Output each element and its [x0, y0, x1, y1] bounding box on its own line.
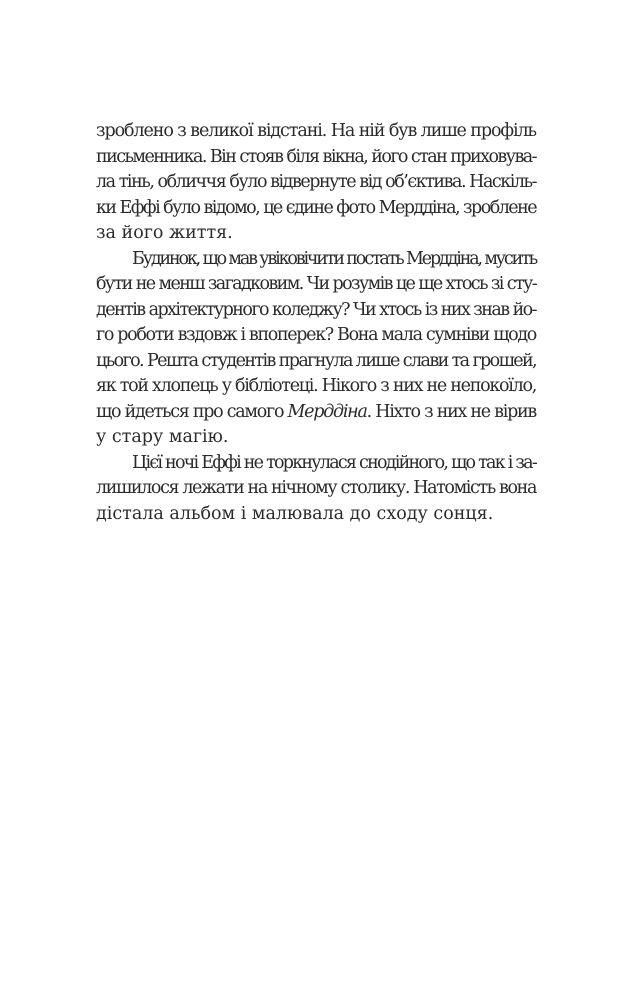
paragraph-2 [96, 247, 536, 451]
text-fragment: . Ніхто з них не вірив [366, 401, 537, 422]
text-line: як той хлопець у бібліотеці. Нікого з них не непокоїло, [96, 376, 536, 396]
text-line: бути не менш загадковим. Чи розумів це ще хтось зі сту- [96, 274, 536, 294]
body-text [96, 119, 536, 527]
text-fragment: що йдеться про самого [96, 401, 284, 422]
text-line: зроблено з великої відстані. На ній був лише профіль [96, 121, 536, 141]
paragraph-3 [96, 451, 536, 528]
text-line: дентів архітектурного коледжу? Чи хтось із них знав йо- [96, 299, 537, 320]
italic-name: Мерддіна [287, 401, 367, 422]
text-line [96, 400, 536, 426]
text-line: письменника. Він стояв біля вікна, його стан приховува- [96, 146, 536, 167]
text-line: цього. Решта студентів прагнула лише слави та грошей, [96, 350, 537, 371]
text-line: за його життя. [96, 223, 233, 243]
text-line: лишилося лежати на нічному столику. Натомість вона [96, 478, 536, 498]
text-line: Будинок, що мав увіковічити постать Мерддіна, мусить [132, 248, 536, 269]
text-line: ки Еффі було відомо, це єдине фото Мерддіна, зроблене [96, 197, 537, 218]
text-line: у стару магію. [96, 427, 229, 447]
paragraph-1 [96, 119, 536, 247]
text-line: ла тінь, обличчя було відвернуте від об’єктива. Наскіль- [96, 172, 537, 192]
text-line: го роботи вздовж і впоперек? Вона мала сумніви щодо [96, 325, 536, 345]
text-line: Цієї ночі Еффі не торкнулася снодійного, що так і за- [132, 452, 536, 473]
text-line: дістала альбом і малювала до сходу сонця. [96, 503, 494, 524]
